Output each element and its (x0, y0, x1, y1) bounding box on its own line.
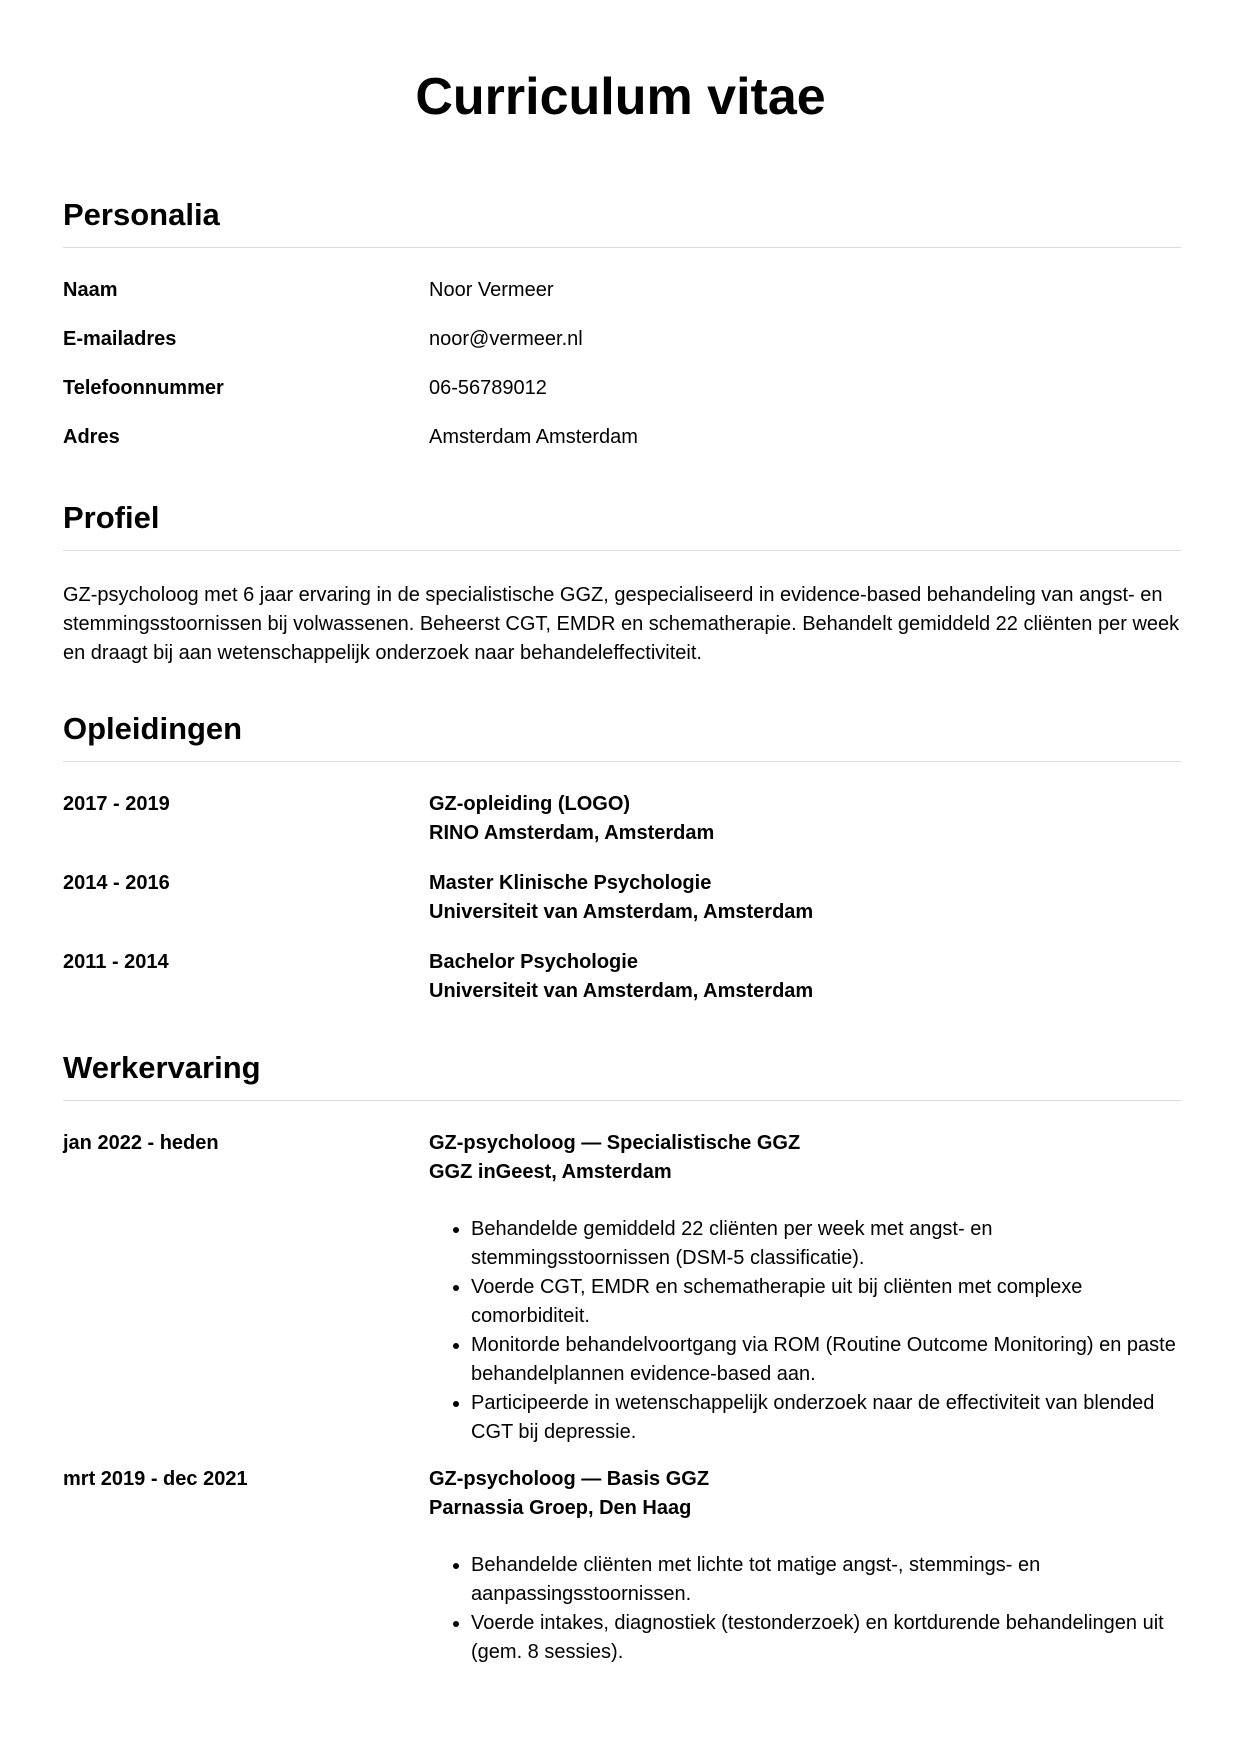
education-title: Bachelor Psychologie (429, 951, 638, 973)
field-value: Noor Vermeer (429, 279, 554, 301)
education-item (63, 869, 1181, 927)
list-item: • Behandelde gemiddeld 22 cliënten per week met angst- en stemmingsstoornissen (DSM-5 classificatie). (471, 1215, 1181, 1273)
section-opleidingen (63, 709, 1181, 1027)
work-employer: GGZ inGeest, Amsterdam (429, 1161, 672, 1183)
education-institution: Universiteit van Amsterdam, Amsterdam (429, 901, 814, 923)
section-heading-opleidingen: Opleidingen (63, 709, 1181, 762)
personal-row-name (63, 276, 1181, 305)
list-item: • Voerde CGT, EMDR en schematherapie uit bij cliënten met complexe comorbiditeit. (471, 1273, 1181, 1331)
document-title: Curriculum vitae (415, 68, 826, 126)
section-heading-profiel: Profiel (63, 498, 1181, 551)
education-period: 2011 - 2014 (63, 951, 169, 973)
work-period: mrt 2019 - dec 2021 (63, 1468, 248, 1490)
work-item (63, 1465, 1181, 1667)
personal-row-address (63, 423, 1181, 452)
field-value: noor@vermeer.nl (429, 328, 583, 350)
section-werkervaring (63, 1048, 1181, 1685)
section-personalia (63, 195, 1181, 472)
work-employer: Parnassia Groep, Den Haag (429, 1497, 692, 1519)
personal-row-email (63, 325, 1181, 354)
work-period: jan 2022 - heden (63, 1132, 219, 1154)
section-profiel (63, 498, 1181, 668)
education-title: GZ-opleiding (LOGO) (429, 793, 631, 815)
field-label: Naam (63, 279, 118, 301)
field-value: Amsterdam Amsterdam (429, 426, 638, 448)
education-item (63, 948, 1181, 1006)
education-title: Master Klinische Psychologie (429, 872, 712, 894)
field-value: 06-56789012 (429, 377, 547, 399)
work-title: GZ-psycholoog — Specialistische GGZ (429, 1132, 801, 1154)
work-item (63, 1129, 1181, 1447)
education-period: 2017 - 2019 (63, 793, 170, 815)
field-label: E-mailadres (63, 328, 177, 350)
profile-text: GZ-psycholoog met 6 jaar ervaring in de specialistische GGZ, gespecialiseerd in evidence-based behandeling van angst- en stemmingsstoornissen bij volwassenen. Beheerst CGT, EMDR en schematherapie. Behandelt gemiddeld 22 cliënten per week en draagt bij aan wetenschappelijk onderzoek naar behandeleffectiviteit. (63, 584, 1180, 664)
education-item (63, 790, 1181, 848)
list-item: • Monitorde behandelvoortgang via ROM (Routine Outcome Monitoring) en paste behandelplannen evidence-based aan. (471, 1331, 1181, 1389)
education-period: 2014 - 2016 (63, 872, 170, 894)
work-title: GZ-psycholoog — Basis GGZ (429, 1468, 710, 1490)
list-item: • Behandelde cliënten met lichte tot matige angst-, stemmings- en aanpassingsstoornissen. (471, 1551, 1181, 1609)
education-institution: Universiteit van Amsterdam, Amsterdam (429, 980, 814, 1002)
education-institution: RINO Amsterdam, Amsterdam (429, 822, 715, 844)
list-item: • Participeerde in wetenschappelijk onderzoek naar de effectiviteit van blended CGT bij depressie. (471, 1389, 1181, 1447)
work-bullets (429, 1215, 1181, 1447)
list-item: • Voerde intakes, diagnostiek (testonderzoek) en kortdurende behandelingen uit (gem. 8 sessies). (471, 1609, 1181, 1667)
field-label: Adres (63, 426, 120, 448)
section-heading-personalia: Personalia (63, 195, 1181, 248)
section-heading-werkervaring: Werkervaring (63, 1048, 1181, 1101)
field-label: Telefoonnummer (63, 377, 224, 399)
personal-row-phone (63, 374, 1181, 403)
work-bullets (429, 1551, 1181, 1667)
